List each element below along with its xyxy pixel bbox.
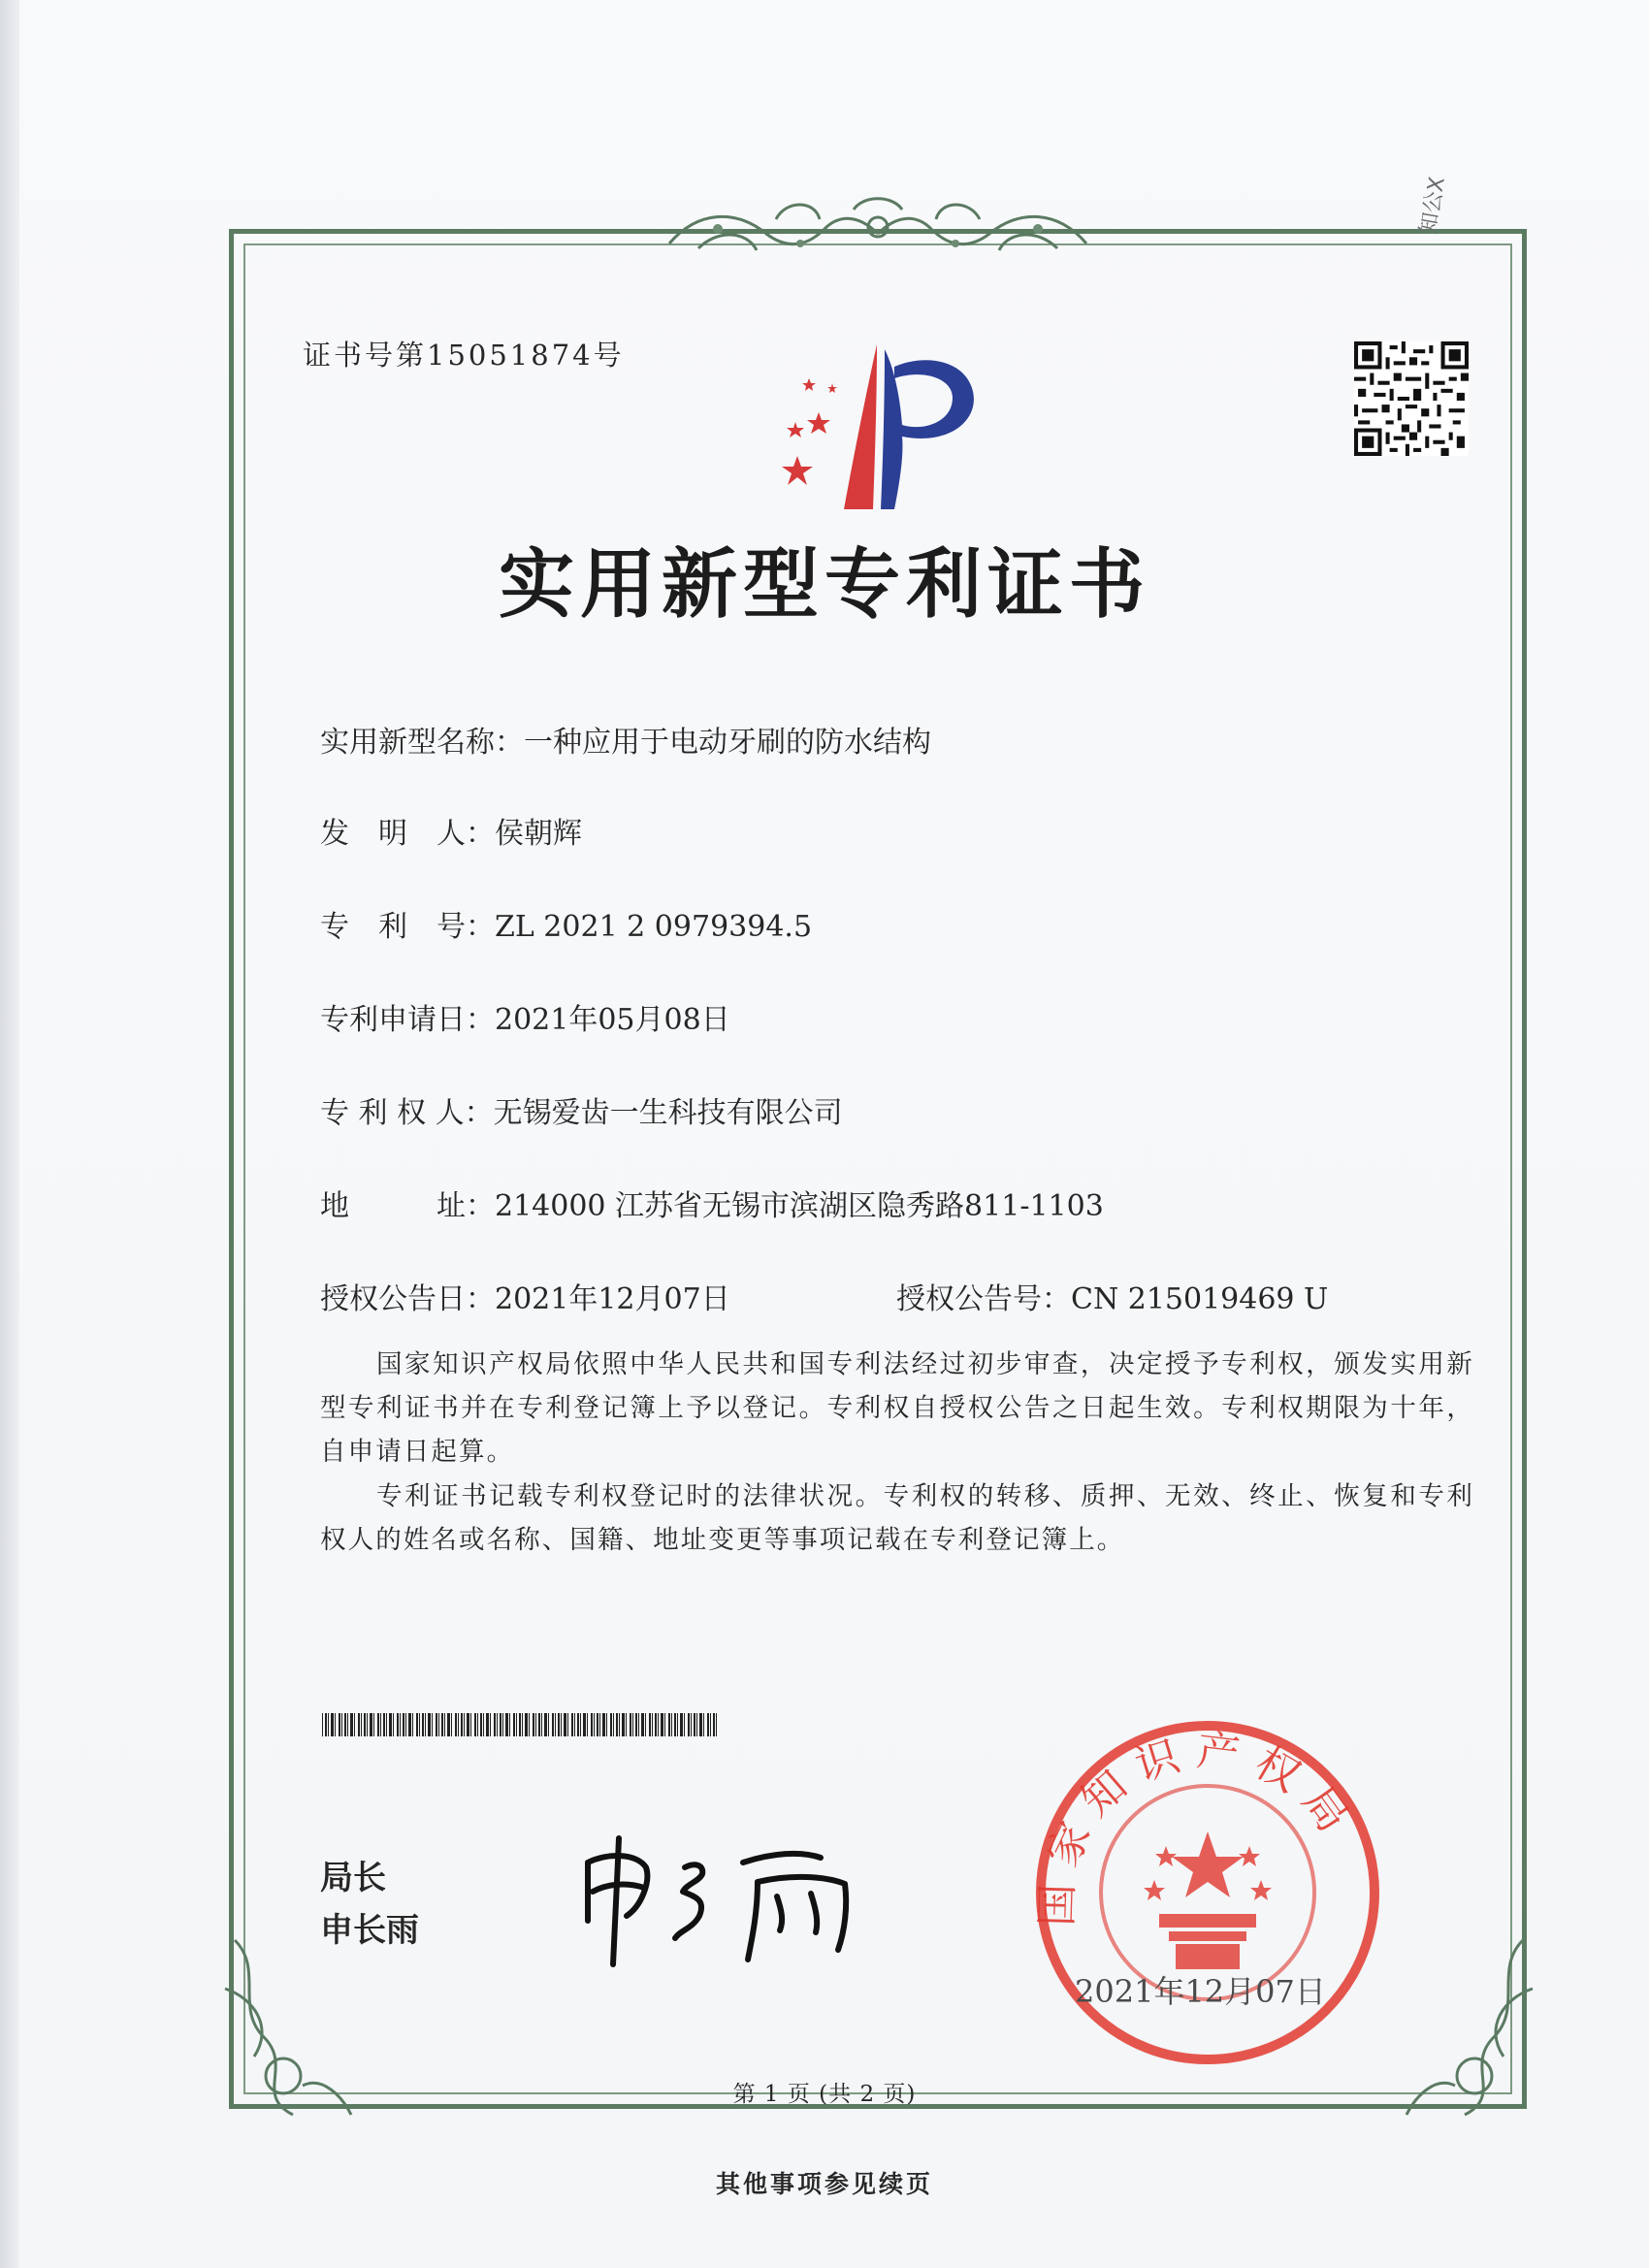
barcode-bar <box>383 1713 385 1736</box>
barcode-bar <box>525 1713 528 1736</box>
barcode-bar <box>412 1713 413 1736</box>
barcode-bar <box>522 1713 523 1736</box>
barcode-bar <box>490 1713 491 1736</box>
barcode-bar <box>567 1713 568 1736</box>
barcode-bar <box>350 1713 353 1736</box>
barcode-bar <box>370 1713 372 1736</box>
application-date-value: 2021年05月08日 <box>495 1003 730 1037</box>
barcode-bar <box>474 1713 476 1736</box>
field-patent-number <box>320 902 812 945</box>
barcode-bar <box>610 1713 612 1736</box>
barcode-bar <box>630 1713 631 1736</box>
grant-no-label: 授权公告号： <box>896 1282 1071 1316</box>
barcode-bar <box>432 1713 433 1736</box>
barcode-bar <box>464 1713 465 1736</box>
barcode-bar <box>529 1713 530 1736</box>
barcode-bar <box>544 1713 547 1736</box>
barcode-bar <box>322 1713 323 1736</box>
barcode-bar <box>505 1713 508 1736</box>
barcode-bar <box>380 1713 381 1736</box>
inventor-value: 侯朝辉 <box>495 817 582 851</box>
barcode-bar <box>558 1713 560 1736</box>
barcode-bar <box>571 1713 573 1736</box>
barcode-bar <box>400 1713 401 1736</box>
barcode-bar <box>419 1713 420 1736</box>
scan-edge <box>0 0 19 2268</box>
barcode-bar <box>436 1713 437 1736</box>
patentee-value: 无锡爱齿一生科技有限公司 <box>493 1096 843 1130</box>
barcode-bar <box>680 1713 683 1736</box>
barcode-bar <box>716 1713 717 1736</box>
barcode-bar <box>403 1713 404 1736</box>
barcode-bar <box>451 1713 452 1736</box>
barcode-bar <box>606 1713 607 1736</box>
paragraph-grant-statement: 国家知识产权局依照中华人民共和国专利法经过初步审查，决定授予专利权，颁发实用新型专利证书并在专利登记簿上予以登记。专利权自授权公告之日起生效。专利权期限为十年，自申请日起算。 <box>320 1349 1474 1467</box>
barcode-bar <box>638 1713 639 1736</box>
barcode-bar <box>367 1713 368 1736</box>
address-label: 地 址： <box>320 1189 495 1223</box>
barcode-bar <box>497 1713 498 1736</box>
grant-date-label: 授权公告日： <box>320 1282 495 1316</box>
barcode-bar <box>649 1713 651 1736</box>
barcode-bar <box>707 1713 709 1736</box>
barcode-bar <box>591 1713 593 1736</box>
barcode-bar <box>626 1713 627 1736</box>
seal-date: 2021年12月07日 <box>1075 1973 1326 2010</box>
barcode-bar <box>691 1713 692 1736</box>
barcode-bar <box>671 1713 672 1736</box>
barcode-bar <box>533 1713 534 1736</box>
barcode-bar <box>335 1713 336 1736</box>
barcode-bar <box>619 1713 620 1736</box>
document-title: 实用新型专利证书 <box>498 541 1150 629</box>
inventor-label: 发 明 人： <box>320 817 495 851</box>
barcode-bar <box>467 1713 469 1736</box>
barcode <box>322 1713 720 1736</box>
barcode-bar <box>358 1713 360 1736</box>
barcode-bar <box>664 1713 665 1736</box>
barcode-bar <box>386 1713 387 1736</box>
barcode-bar <box>622 1713 625 1736</box>
barcode-bar <box>500 1713 501 1736</box>
barcode-bar <box>696 1713 697 1736</box>
barcode-bar <box>574 1713 575 1736</box>
barcode-bar <box>416 1713 418 1736</box>
barcode-bar <box>535 1713 536 1736</box>
barcode-bar <box>373 1713 374 1736</box>
barcode-bar <box>502 1713 503 1736</box>
barcode-bar <box>658 1713 659 1736</box>
director-signature <box>568 1824 908 1969</box>
barcode-bar <box>325 1713 327 1736</box>
barcode-bar <box>580 1713 581 1736</box>
field-utility-model-name <box>320 718 931 761</box>
barcode-bar <box>632 1713 633 1736</box>
barcode-bar <box>645 1713 646 1736</box>
barcode-bar <box>405 1713 406 1736</box>
barcode-bar <box>397 1713 399 1736</box>
barcode-bar <box>422 1713 424 1736</box>
barcode-bar <box>613 1713 614 1736</box>
grant-no-value: CN 215019469 U <box>1071 1282 1329 1316</box>
footer-note: 其他事项参见续页 <box>715 2170 933 2198</box>
application-date-label: 专利申请日： <box>320 1003 495 1037</box>
qr-code <box>1354 341 1469 456</box>
field-patentee <box>320 1088 843 1131</box>
seal-text: 国家知识产权局 <box>1032 1726 1366 1928</box>
barcode-bar <box>694 1713 695 1736</box>
barcode-bar <box>438 1713 439 1736</box>
barcode-bar <box>552 1713 554 1736</box>
barcode-bar <box>641 1713 644 1736</box>
barcode-bar <box>519 1713 521 1736</box>
field-application-date <box>320 995 730 1038</box>
barcode-bar <box>389 1713 392 1736</box>
barcode-bar <box>461 1713 463 1736</box>
barcode-bar <box>447 1713 450 1736</box>
barcode-bar <box>688 1713 690 1736</box>
barcode-bar <box>509 1713 510 1736</box>
barcode-bar <box>341 1713 342 1736</box>
director-name: 申长雨 <box>320 1911 419 1950</box>
barcode-bar <box>364 1713 366 1736</box>
patent-office-emblem <box>759 340 1001 514</box>
barcode-bar <box>668 1713 670 1736</box>
barcode-bar <box>339 1713 340 1736</box>
barcode-bar <box>344 1713 346 1736</box>
certificate-number: 证书号第15051874号 <box>303 339 625 372</box>
official-seal <box>1030 1715 1385 2070</box>
barcode-bar <box>486 1713 489 1736</box>
field-inventor <box>320 809 582 852</box>
barcode-bar <box>347 1713 348 1736</box>
barcode-bar <box>661 1713 663 1736</box>
barcode-bar <box>655 1713 657 1736</box>
barcode-bar <box>564 1713 566 1736</box>
address-value: 214000 江苏省无锡市滨湖区隐秀路811-1103 <box>495 1189 1104 1223</box>
barcode-bar <box>597 1713 598 1736</box>
barcode-bar <box>652 1713 653 1736</box>
barcode-bar <box>408 1713 411 1736</box>
barcode-bar <box>513 1713 515 1736</box>
barcode-bar <box>361 1713 362 1736</box>
field-grant-publication-number <box>896 1275 1328 1317</box>
patentee-label: 专 利 权 人： <box>320 1096 494 1130</box>
patent-no-value: ZL 2021 2 0979394.5 <box>495 910 813 944</box>
handwritten-note: 知公Ⅹ <box>1416 175 1450 237</box>
field-grant-date <box>320 1275 730 1317</box>
barcode-bar <box>710 1713 711 1736</box>
barcode-bar <box>674 1713 676 1736</box>
field-address <box>320 1182 1104 1224</box>
barcode-bar <box>684 1713 685 1736</box>
name-label: 实用新型名称： <box>320 726 524 760</box>
barcode-bar <box>577 1713 579 1736</box>
barcode-bar <box>377 1713 379 1736</box>
barcode-bar <box>516 1713 517 1736</box>
paragraph-legal-status: 专利证书记载专利权登记时的法律状况。专利权的转移、质押、无效、终止、恢复和专利权人的姓名或名称、国籍、地址变更等事项记载在专利登记簿上。 <box>320 1481 1474 1555</box>
barcode-bar <box>561 1713 562 1736</box>
page-number: 第 1 页 (共 2 页) <box>732 2082 917 2107</box>
barcode-bar <box>331 1713 334 1736</box>
name-value: 一种应用于电动牙刷的防水结构 <box>524 726 931 760</box>
barcode-bar <box>616 1713 618 1736</box>
barcode-bar <box>470 1713 471 1736</box>
barcode-bar <box>393 1713 394 1736</box>
barcode-bar <box>428 1713 431 1736</box>
barcode-bar <box>548 1713 549 1736</box>
patent-no-label: 专 利 号： <box>320 910 495 944</box>
barcode-bar <box>594 1713 595 1736</box>
director-title: 局长 <box>320 1859 386 1897</box>
barcode-bar <box>583 1713 586 1736</box>
barcode-bar <box>425 1713 426 1736</box>
barcode-bar <box>555 1713 556 1736</box>
barcode-bar <box>677 1713 678 1736</box>
barcode-bar <box>328 1713 329 1736</box>
barcode-bar <box>458 1713 459 1736</box>
barcode-bar <box>703 1713 704 1736</box>
barcode-bar <box>483 1713 484 1736</box>
barcode-bar <box>699 1713 702 1736</box>
barcode-bar <box>538 1713 540 1736</box>
barcode-bar <box>635 1713 637 1736</box>
barcode-bar <box>354 1713 355 1736</box>
barcode-bar <box>602 1713 605 1736</box>
barcode-bar <box>587 1713 588 1736</box>
top-ornament <box>660 190 1096 270</box>
barcode-bar <box>480 1713 482 1736</box>
barcode-bar <box>599 1713 600 1736</box>
barcode-bar <box>477 1713 478 1736</box>
barcode-bar <box>541 1713 542 1736</box>
barcode-bar <box>441 1713 443 1736</box>
grant-date-value: 2021年12月07日 <box>495 1282 730 1316</box>
barcode-bar <box>494 1713 496 1736</box>
barcode-bar <box>444 1713 445 1736</box>
barcode-bar <box>713 1713 715 1736</box>
barcode-bar <box>455 1713 457 1736</box>
